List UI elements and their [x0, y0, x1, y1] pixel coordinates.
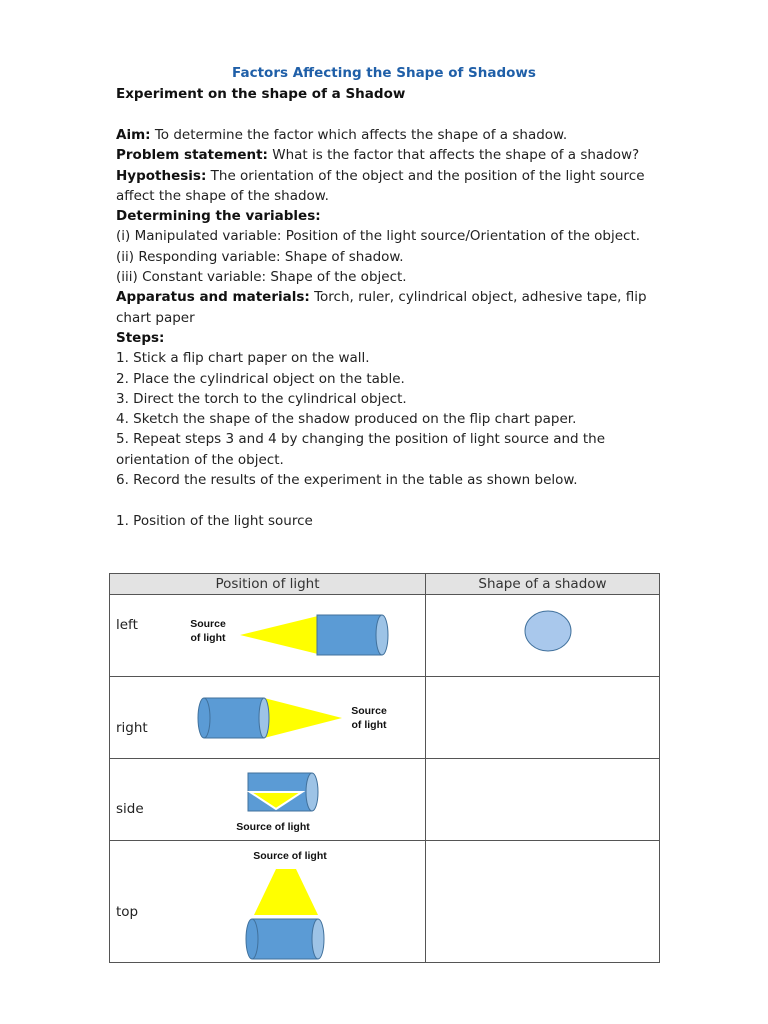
- problem-text: What is the factor that affects the shape of a shadow?: [267, 147, 640, 164]
- experiment-heading: Experiment on the shape of a Shadow: [116, 86, 406, 102]
- experiment-body: [116, 125, 656, 531]
- light-beam-icon: [264, 698, 342, 738]
- apparatus-label: Apparatus and materials:: [116, 289, 310, 306]
- position-cell-top: [110, 841, 426, 963]
- problem-paragraph: [116, 145, 656, 165]
- position-label: top: [116, 904, 139, 920]
- hypothesis-text: The orientation of the object and the position of the light source affect the shape of the shadow.: [116, 167, 645, 204]
- cylinder-icon: [204, 698, 264, 738]
- shadow-cell-top: [426, 841, 660, 963]
- table-row: [110, 677, 660, 759]
- source-label: Source of light: [236, 821, 310, 833]
- manipulated-variable: (i) Manipulated variable: Position of the light source/Orientation of the object.: [116, 228, 641, 245]
- light-beam-icon: [240, 615, 322, 655]
- position-label: side: [116, 801, 144, 817]
- responding-variable: (ii) Responding variable: Shape of shadow.: [116, 248, 404, 265]
- step-item: 5. Repeat steps 3 and 4 by changing the position of light source and the orientation of the object.: [116, 431, 606, 468]
- problem-label: Problem statement:: [116, 147, 268, 164]
- position-cell-side: [110, 759, 426, 841]
- step-item: 2. Place the cylindrical object on the table.: [116, 370, 405, 387]
- variables-heading: Determining the variables:: [116, 208, 321, 225]
- aim-paragraph: [116, 125, 656, 145]
- cylinder-icon: [252, 919, 318, 959]
- table-row: [110, 595, 660, 677]
- source-label: Source of light: [253, 850, 327, 862]
- hypothesis-paragraph: [116, 166, 656, 207]
- table-header-row: [110, 574, 660, 595]
- table-row: [110, 759, 660, 841]
- aim-text: To determine the factor which affects the shape of a shadow.: [150, 127, 568, 143]
- cylinder-icon: [317, 615, 382, 655]
- header-position: Position of light: [110, 574, 426, 595]
- steps-heading: Steps:: [116, 329, 165, 346]
- shadow-cell-side: [426, 759, 660, 841]
- circle-shadow-icon: [426, 595, 660, 677]
- step-item: 3. Direct the torch to the cylindrical object.: [116, 390, 407, 407]
- step-item: 1. Stick a flip chart paper on the wall.: [116, 350, 370, 367]
- shadow-cell-right: [426, 677, 660, 759]
- shadow-cell-left: [426, 595, 660, 677]
- apparatus-paragraph: [116, 287, 656, 328]
- source-label: Source of light: [351, 705, 387, 731]
- position-label: right: [116, 720, 148, 736]
- source-label: Source of light: [190, 618, 226, 644]
- position-cell-left: [110, 595, 426, 677]
- top-light-diagram: [110, 841, 425, 963]
- aim-label: Aim:: [116, 127, 151, 143]
- right-light-diagram: [110, 677, 425, 759]
- position-label: left: [116, 617, 138, 633]
- table-caption: 1. Position of the light source: [116, 512, 313, 529]
- page-title: Factors Affecting the Shape of Shadows: [232, 65, 536, 81]
- apparatus-text: Torch, ruler, cylindrical object, adhesive tape, flip chart paper: [116, 289, 647, 326]
- results-table: [109, 573, 660, 963]
- spacer: [116, 490, 656, 510]
- light-beam-icon: [254, 869, 318, 915]
- hypothesis-label: Hypothesis:: [116, 167, 207, 184]
- left-light-diagram: [110, 595, 425, 677]
- step-item: 4. Sketch the shape of the shadow produced on the flip chart paper.: [116, 411, 577, 428]
- position-cell-right: [110, 677, 426, 759]
- header-shadow: Shape of a shadow: [426, 574, 660, 595]
- step-item: 6. Record the results of the experiment in the table as shown below.: [116, 472, 578, 489]
- side-light-diagram: [110, 759, 425, 841]
- table-row: [110, 841, 660, 963]
- constant-variable: (iii) Constant variable: Shape of the object.: [116, 269, 407, 286]
